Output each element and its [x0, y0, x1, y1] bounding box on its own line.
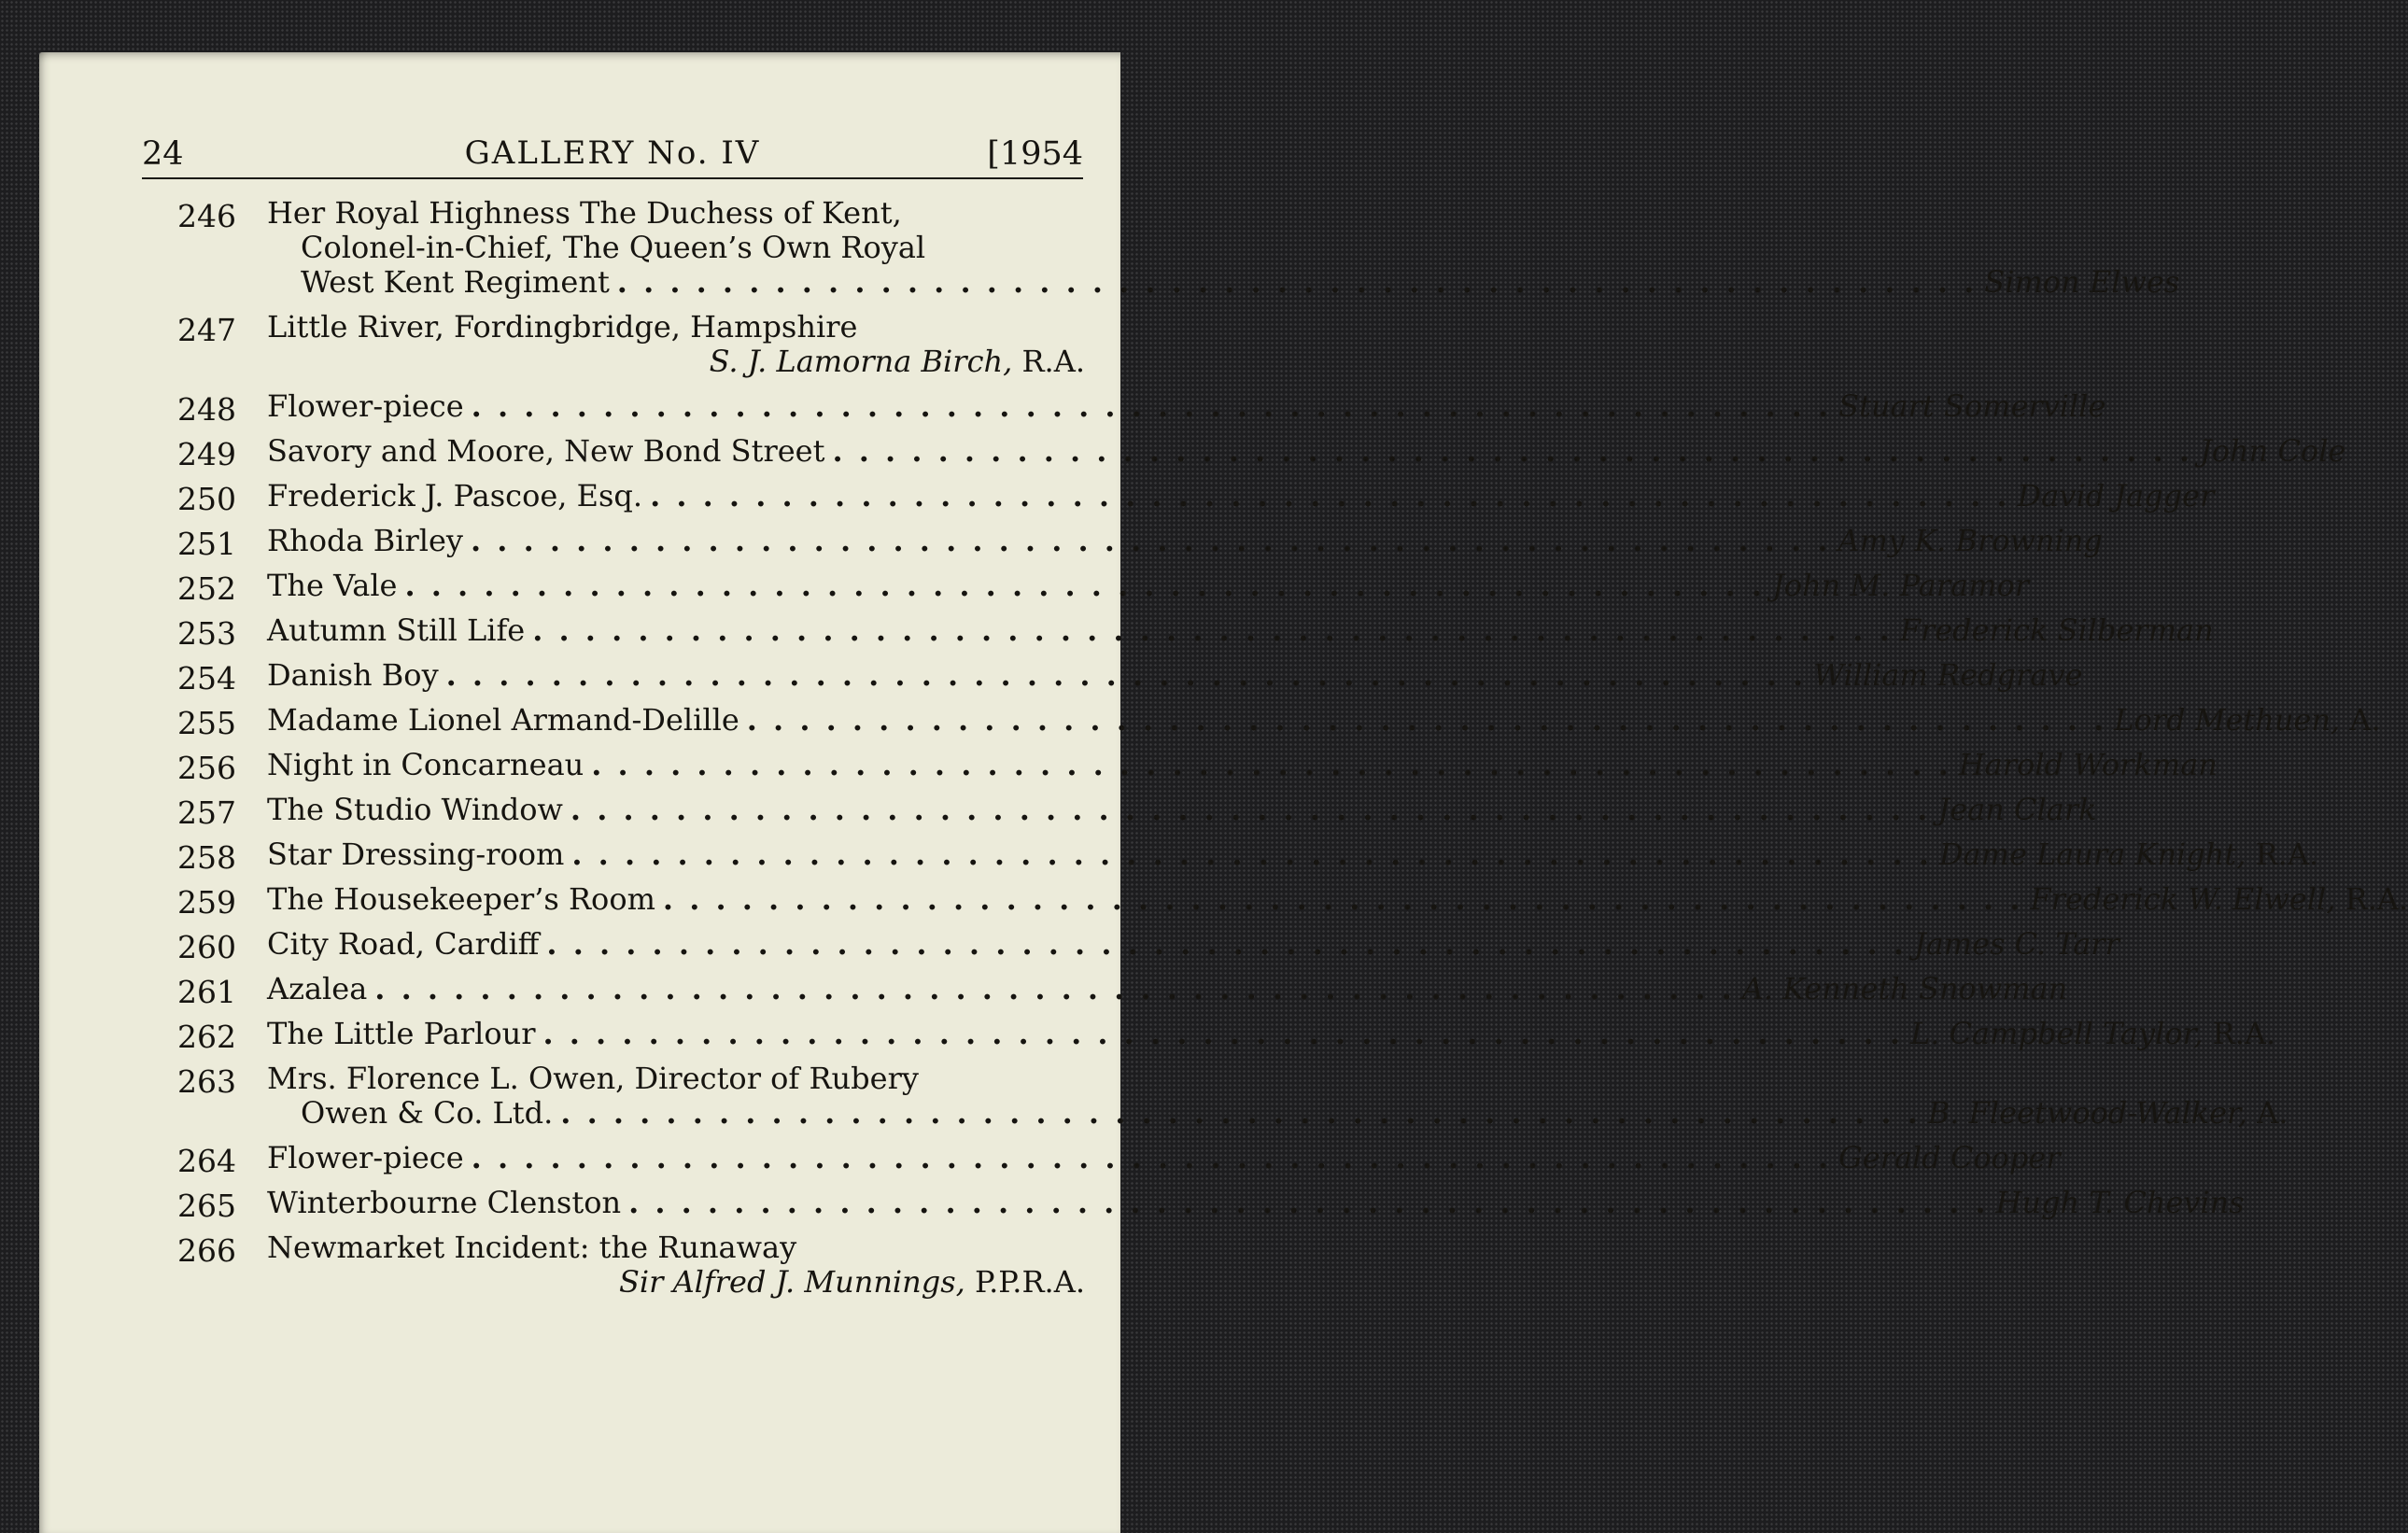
entry-title: Winterbourne Clenston — [267, 1185, 622, 1220]
catalogue-entry — [177, 1061, 2288, 1131]
entry-title-line — [267, 702, 2381, 738]
catalogue-entry — [177, 881, 2408, 921]
leader-dots: . . . . . . . . . . . . . . . . . . . . . . . . . . . . . . . . . . . . . . . . . . . . . . . . . . . . — [662, 881, 2023, 917]
entry-title: Mrs. Florence L. Owen, Director of Rubery — [267, 1061, 919, 1096]
entry-title: Madame Lionel Armand-Delille — [267, 702, 739, 738]
entry-title: Owen & Co. Ltd. — [301, 1095, 554, 1131]
catalogue-entry — [177, 310, 1085, 379]
entry-number: 254 — [177, 660, 236, 696]
leader-dots: . . . . . . . . . . . . . . . . . . . . . . . . . . . . . . . . . . . . . . . . . . . . . . . . . . . . — [374, 971, 1735, 1006]
entry-title-line — [267, 478, 2215, 513]
leader-dots: . . . . . . . . . . . . . . . . . . . . . . . . . . . . . . . . . . . . . . . . . . . . . . . . . . . . — [445, 657, 1807, 693]
entry-artist: Sir Alfred J. Munnings, P.P.R.A. — [618, 1264, 1085, 1300]
leader-dots: . . . . . . . . . . . . . . . . . . . . . . . . . . . . . . . . . . . . . . . . . . . . . . . . . . . . — [560, 1095, 1921, 1131]
entry-title-line — [267, 264, 2180, 300]
catalogue-entry — [177, 523, 2103, 562]
entry-artist: Dame Laura Knight, R.A. — [1938, 837, 2319, 872]
catalogue-year: [1954 — [987, 135, 1083, 173]
entry-title: The Vale — [267, 568, 398, 603]
entry-title: Frederick J. Pascoe, Esq. — [267, 478, 643, 513]
entry-title: Rhoda Birley — [267, 523, 463, 558]
page-title: GALLERY No. IV — [464, 134, 761, 172]
entry-title-line — [267, 657, 2083, 693]
entry-artist: Simon Elwes — [1984, 264, 2180, 300]
entry-title: Star Dressing-room — [267, 837, 565, 872]
entry-title-line — [267, 433, 2346, 469]
entry-number: 253 — [177, 615, 236, 652]
entry-title: Flower-piece — [267, 1140, 464, 1175]
leader-dots: . . . . . . . . . . . . . . . . . . . . . . . . . . . . . . . . . . . . . . . . . . . . . . . . . . . . — [532, 612, 1893, 648]
entry-artist: Gerald Cooper — [1838, 1140, 2061, 1175]
leader-dots: . . . . . . . . . . . . . . . . . . . . . . . . . . . . . . . . . . . . . . . . . . . . . . . . . . . . — [404, 568, 1765, 603]
entry-title: Danish Boy — [267, 657, 439, 693]
entry-artist: John M. Paramor — [1771, 568, 2030, 603]
leader-dots: . . . . . . . . . . . . . . . . . . . . . . . . . . . . . . . . . . . . . . . . . . . . . . . . . . . . — [591, 747, 1951, 782]
entry-artist: John Cole — [2199, 433, 2346, 469]
catalogue-entry — [177, 702, 2381, 741]
entry-title-line — [267, 523, 2103, 558]
entry-number: 251 — [177, 526, 236, 562]
page-header — [142, 133, 1083, 179]
entry-title-line — [267, 747, 2218, 782]
leader-dots: . . . . . . . . . . . . . . . . . . . . . . . . . . . . . . . . . . . . . . . . . . . . . . . . . . . . — [471, 388, 1832, 424]
entry-title: The Housekeeper’s Room — [267, 881, 655, 917]
catalogue-entry — [177, 1016, 2276, 1055]
catalogue-entry — [177, 478, 2215, 517]
entry-number: 248 — [177, 391, 236, 428]
entry-title-line — [267, 1016, 2276, 1051]
entry-title-line — [267, 568, 2030, 603]
catalogue-entry — [177, 612, 2214, 652]
leader-dots: . . . . . . . . . . . . . . . . . . . . . . . . . . . . . . . . . . . . . . . . . . . . . . . . . . . . — [650, 478, 2010, 513]
entry-artist: A. Kenneth Snowman — [1741, 971, 2068, 1006]
leader-dots: . . . . . . . . . . . . . . . . . . . . . . . . . . . . . . . . . . . . . . . . . . . . . . . . . . . . — [471, 523, 1831, 558]
entry-title-line — [267, 1140, 2061, 1175]
entry-title-line — [267, 1095, 2288, 1131]
entry-artist-line — [267, 1265, 1085, 1300]
entry-title-line — [267, 1231, 1085, 1265]
entry-number: 257 — [177, 795, 236, 831]
leader-dots: . . . . . . . . . . . . . . . . . . . . . . . . . . . . . . . . . . . . . . . . . . . . . . . . . . . . — [571, 837, 1932, 872]
catalogue-entry — [177, 926, 2119, 965]
entry-artist: S. J. Lamorna Birch, R.A. — [709, 344, 1085, 379]
catalogue-entry — [177, 657, 2083, 696]
entry-title-line — [267, 612, 2214, 648]
entry-number: 258 — [177, 839, 236, 876]
entry-title: The Little Parlour — [267, 1016, 536, 1051]
entry-title: City Road, Cardiff — [267, 926, 540, 962]
entry-number: 263 — [177, 1063, 236, 1100]
catalogue-entry — [177, 568, 2030, 607]
entry-number: 250 — [177, 481, 236, 517]
entry-artist: Amy K. Browning — [1838, 523, 2103, 558]
entry-title: Night in Concarneau — [267, 747, 584, 782]
leader-dots: . . . . . . . . . . . . . . . . . . . . . . . . . . . . . . . . . . . . . . . . . . . . . . . . . . . . — [471, 1140, 1832, 1175]
leader-dots: . . . . . . . . . . . . . . . . . . . . . . . . . . . . . . . . . . . . . . . . . . . . . . . . . . . . — [542, 1016, 1903, 1051]
entry-title-line — [267, 837, 2319, 872]
catalogue-entry — [177, 1231, 1085, 1300]
entry-artist: Stuart Somerville — [1838, 388, 2106, 424]
entry-title: Newmarket Incident: the Runaway — [267, 1230, 797, 1265]
entry-title: Autumn Still Life — [267, 612, 526, 648]
entry-artist: William Redgrave — [1813, 657, 2083, 693]
entry-title: West Kent Regiment — [301, 264, 610, 300]
leader-dots: . . . . . . . . . . . . . . . . . . . . . . . . . . . . . . . . . . . . . . . . . . . . . . . . . . . . — [570, 792, 1931, 827]
entry-number: 246 — [177, 198, 236, 234]
entry-title: Little River, Fordingbridge, Hampshire — [267, 309, 858, 345]
entry-title-line — [267, 792, 2097, 827]
entry-artist: Lord Methuen, A. — [2114, 702, 2381, 738]
leader-dots: . . . . . . . . . . . . . . . . . . . . . . . . . . . . . . . . . . . . . . . . . . . . . . . . . . . . — [832, 433, 2192, 469]
leader-dots: . . . . . . . . . . . . . . . . . . . . . . . . . . . . . . . . . . . . . . . . . . . . . . . . . . . . — [746, 702, 2107, 738]
leader-dots: . . . . . . . . . . . . . . . . . . . . . . . . . . . . . . . . . . . . . . . . . . . . . . . . . . . . — [546, 926, 1907, 962]
entry-artist: Jean Clark — [1937, 792, 2097, 827]
entry-number: 247 — [177, 312, 236, 348]
entry-title-line — [267, 310, 1085, 345]
catalogue-entry — [177, 971, 2068, 1010]
entry-title: The Studio Window — [267, 792, 563, 827]
page-number: 24 — [142, 135, 184, 173]
entry-title: Colonel-in-Chief, The Queen’s Own Royal — [301, 230, 926, 265]
entry-artist-line — [267, 345, 1085, 379]
leader-dots: . . . . . . . . . . . . . . . . . . . . . . . . . . . . . . . . . . . . . . . . . . . . . . . . . . . . — [616, 264, 1978, 300]
catalogue-entry — [177, 195, 2180, 300]
entry-title: Azalea — [267, 971, 368, 1006]
entry-title-line — [267, 1185, 2245, 1220]
leader-dots: . . . . . . . . . . . . . . . . . . . . . . . . . . . . . . . . . . . . . . . . . . . . . . . . . . . . — [628, 1185, 1989, 1220]
entry-number: 256 — [177, 750, 236, 786]
entry-artist: James C. Tarr — [1913, 926, 2119, 962]
entry-title-line — [267, 881, 2408, 917]
entry-title-line — [267, 388, 2106, 424]
catalogue-entries — [177, 195, 2408, 1310]
entry-artist: Harold Workman — [1958, 747, 2218, 782]
entry-title-line — [267, 971, 2068, 1006]
entry-title: Flower-piece — [267, 388, 464, 424]
entry-number: 266 — [177, 1232, 236, 1269]
entry-artist: David Jagger — [2017, 478, 2215, 513]
catalogue-entry — [177, 1185, 2245, 1224]
entry-number: 249 — [177, 436, 236, 472]
entry-number: 261 — [177, 974, 236, 1010]
entry-title: Savory and Moore, New Bond Street — [267, 433, 825, 469]
entry-number: 262 — [177, 1019, 236, 1055]
entry-artist: Frederick Silberman — [1899, 612, 2214, 648]
entry-title: Her Royal Highness The Duchess of Kent, — [267, 195, 902, 231]
entry-title-line — [267, 926, 2119, 962]
catalogue-entry — [177, 792, 2097, 831]
catalogue-entry — [177, 433, 2346, 472]
entry-number: 255 — [177, 705, 236, 741]
entry-artist: Hugh T. Chevins — [1995, 1185, 2245, 1220]
catalogue-entry — [177, 747, 2218, 786]
entry-artist: L. Campbell Taylor, R.A. — [1909, 1016, 2276, 1051]
entry-title-line — [267, 196, 1085, 231]
entry-number: 260 — [177, 929, 236, 965]
entry-title-line — [267, 1062, 1085, 1096]
entry-number: 252 — [177, 570, 236, 607]
entry-artist: Frederick W. Elwell, R.A. — [2030, 881, 2408, 917]
entry-title-line — [267, 231, 1085, 265]
catalogue-entry — [177, 388, 2106, 428]
entry-number: 259 — [177, 884, 236, 921]
catalogue-entry — [177, 837, 2319, 876]
entry-number: 265 — [177, 1188, 236, 1224]
catalogue-entry — [177, 1140, 2061, 1179]
entry-number: 264 — [177, 1143, 236, 1179]
entry-artist: B. Fleetwood-Walker, A. — [1927, 1095, 2288, 1131]
